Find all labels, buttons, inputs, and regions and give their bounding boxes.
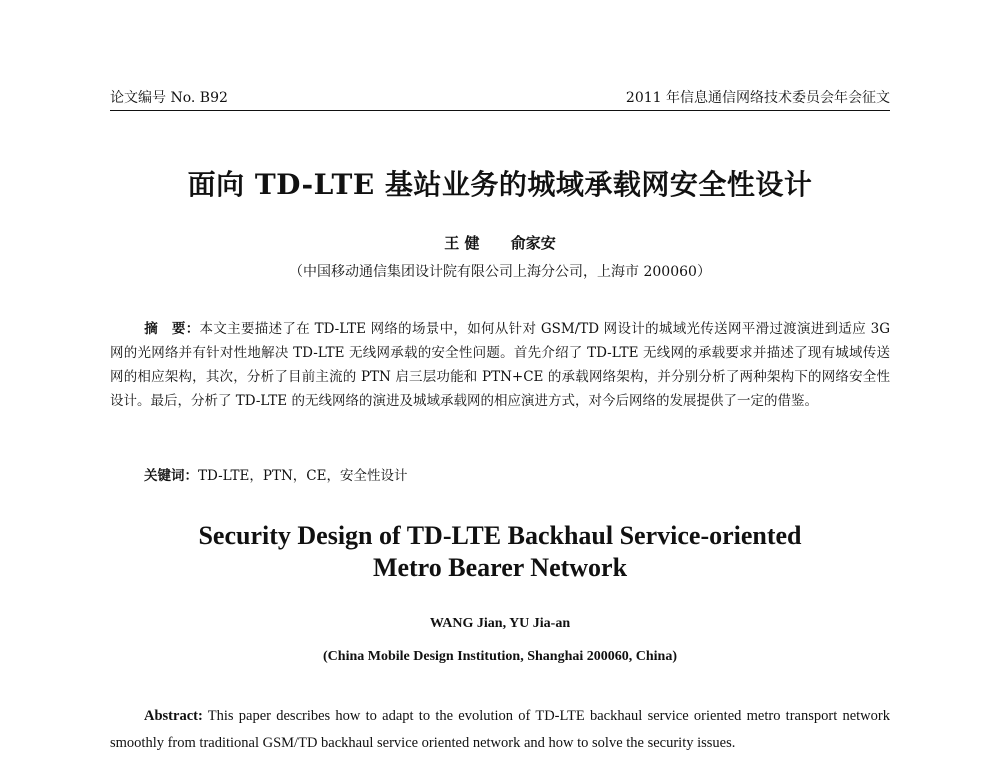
chinese-abstract-label: 摘 要：	[144, 321, 200, 337]
conference-name: 2011 年信息通信网络技术委员会年会征文	[625, 90, 890, 106]
english-abstract-label: Abstract:	[144, 708, 203, 724]
chinese-keywords-label: 关键词：	[144, 468, 198, 484]
english-affiliation: (China Mobile Design Institution, Shanghai 200060, China)	[323, 649, 677, 664]
paper-number: 论文编号 No. B92	[110, 90, 228, 106]
chinese-keywords-text: TD-LTE，PTN，CE，安全性设计	[198, 468, 408, 484]
english-abstract-text: This paper describes how to adapt to the evolution of TD-LTE backhaul service oriented metro transport network smoothly from traditional GSM/TD backhaul service oriented network and how to solve the security issues.	[110, 708, 890, 751]
chinese-keywords	[144, 465, 890, 487]
chinese-authors: 王 健 俞家安	[444, 234, 556, 252]
running-header	[110, 88, 890, 111]
english-authors: WANG Jian, YU Jia-an	[429, 616, 571, 631]
chinese-affiliation: （中国移动通信集团设计院有限公司上海分公司，上海市 200060）	[289, 264, 711, 280]
chinese-abstract	[110, 317, 890, 413]
chinese-abstract-text: 本文主要描述了在 TD-LTE 网络的场景中，如何从针对 GSM/TD 网设计的城域光传送网平滑过渡演进到适应 3G 网的光网络并有针对性地解决 TD-LTE 无线网承载的安全性问题。首先介绍了 TD-LTE 无线网的承载要求并描述了现有城域传送网的相应架构，其次，分析了目前主流的 PTN 启三层功能和 PTN+CE 的承载网络架构，并分别分析了两种架构下的网络安全性设计。最后，分析了 TD-LTE 的无线网络的演进及城域承载网的相应演进方式，对今后网络的发展提供了一定的借鉴。	[110, 321, 890, 409]
chinese-title: 面向 TD-LTE 基站业务的城域承载网安全性设计	[187, 168, 813, 201]
english-title-line-2: Metro Bearer Network	[372, 553, 628, 582]
english-title-line-1: Security Design of TD-LTE Backhaul Service-oriented	[198, 521, 802, 550]
english-abstract	[110, 703, 890, 757]
english-title	[110, 520, 890, 584]
